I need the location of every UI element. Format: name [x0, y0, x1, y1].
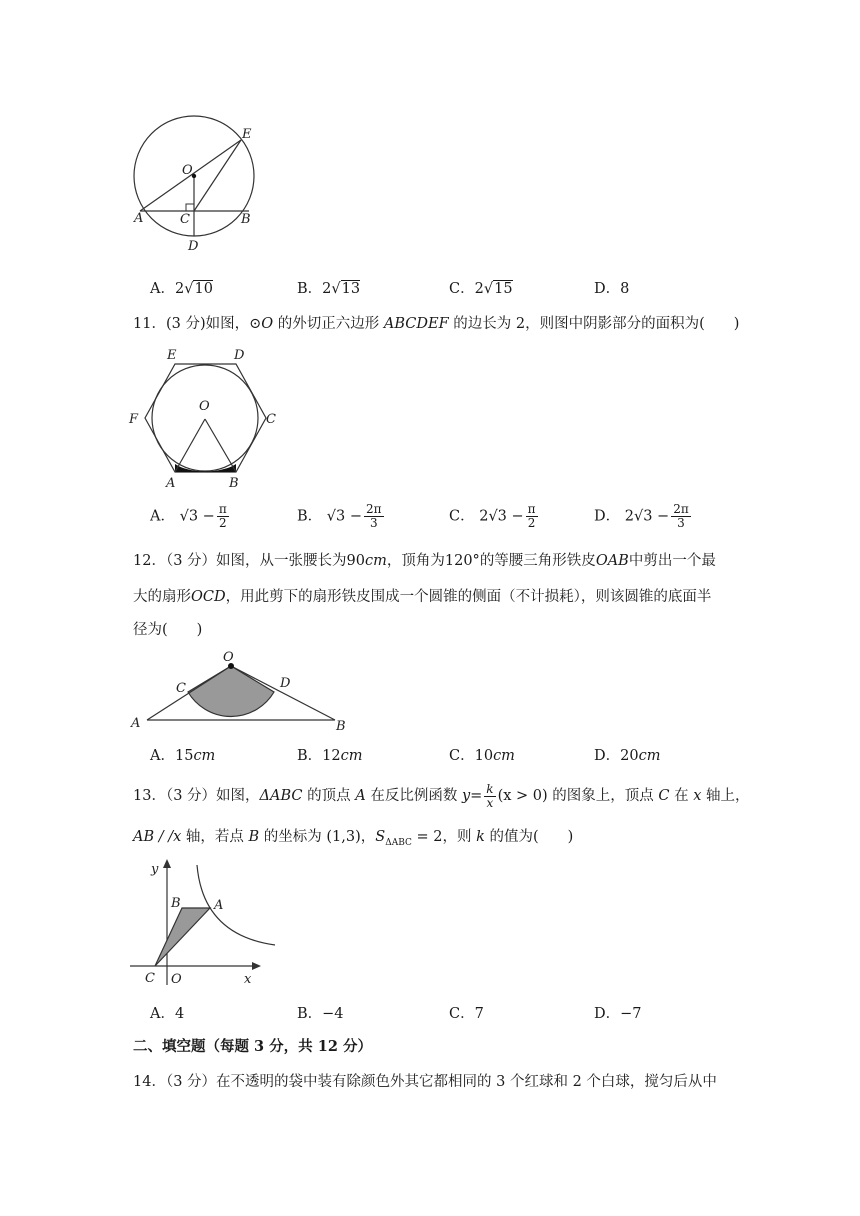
label-A: A: [166, 476, 176, 491]
q12-option-b: B．12cm: [297, 748, 363, 764]
q11-option-b: B． √3 − $\frac{2\pi}{3}$: [297, 502, 382, 530]
q10-option-b: B．2√13: [297, 281, 361, 297]
label-O: O: [199, 399, 210, 414]
label-E: E: [242, 127, 252, 142]
q12-option-a: A．15cm: [150, 748, 216, 764]
line-OB: [205, 419, 236, 472]
q13-option-c: C．7: [449, 1006, 484, 1022]
label-A: A: [131, 716, 141, 731]
q11-stem: 11．(3 分)如图，⊙O 的外切正六边形 ABCDEF 的边长为 2，则图中阴影部分的面积为( ): [133, 316, 740, 332]
label-E: E: [167, 348, 177, 363]
label-B: B: [229, 476, 239, 491]
label-A: A: [134, 211, 144, 226]
sector-OCD: [188, 666, 274, 716]
q13-option-d: D．−7: [594, 1006, 642, 1022]
label-D: D: [188, 239, 199, 254]
line-OA: [175, 419, 205, 472]
q10-option-a: A．2√10: [150, 281, 213, 297]
label-x: x: [244, 972, 252, 987]
label-C: C: [145, 971, 155, 986]
q11-hexagon-figure: [125, 345, 285, 495]
inscribed-circle: [152, 365, 258, 471]
q10-circle-figure: [120, 110, 280, 260]
label-O: O: [171, 972, 182, 987]
label-O: O: [182, 163, 193, 178]
label-D: D: [280, 676, 291, 691]
q12-stem-line3: 径为( ): [133, 622, 203, 638]
label-B: B: [171, 896, 181, 911]
q12-sector-figure: [125, 645, 355, 735]
q12-stem-line2: 大的扇形OCD，用此剪下的扇形铁皮围成一个圆锥的侧面（不计损耗），则该圆锥的底面半: [133, 589, 712, 605]
label-B: B: [336, 719, 346, 734]
right-angle-mark: [186, 204, 194, 211]
q14-stem: 14．（3 分）在不透明的袋中装有除颜色外其它都相同的 3 个红球和 2 个白球，搅匀后从中: [133, 1074, 717, 1090]
q11-option-c: C． 2√3 − $\frac{\pi}{2}$: [449, 502, 536, 530]
q13-coordinate-figure: [125, 855, 275, 990]
hexagon-ABCDEF: [145, 364, 266, 472]
section-title-fill-in: 二、填空题（每题 3 分，共 12 分）: [133, 1038, 372, 1055]
x-axis-arrow: [252, 962, 261, 970]
q12-option-d: D．20cm: [594, 748, 661, 764]
q13-option-b: B．−4: [297, 1006, 344, 1022]
q10-option-d: D．8: [594, 281, 630, 297]
label-y: y: [151, 862, 159, 877]
q12-stem-line1: 12．（3 分）如图，从一张腰长为90cm，顶角为120°的等腰三角形铁皮OAB中剪出一个最: [133, 553, 716, 569]
q10-option-c: C．2√15: [449, 281, 513, 297]
q11-option-d: D． 2√3 − $\frac{2\pi}{3}$: [594, 502, 689, 530]
q13-stem-line2: AB / /x 轴，若点 B 的坐标为 (1,3)，$S_{\Delta ABC} = 2$，则 k 的值为( ): [133, 829, 574, 848]
q12-option-c: C．10cm: [449, 748, 515, 764]
hyperbola-curve: [197, 865, 275, 945]
label-C: C: [176, 681, 186, 696]
label-B: B: [241, 212, 251, 227]
triangle-ABC: [155, 908, 210, 966]
label-A: A: [214, 898, 224, 913]
line-CE: [194, 140, 241, 211]
y-axis-arrow: [163, 859, 171, 868]
label-F: F: [129, 412, 139, 427]
label-O: O: [223, 650, 234, 665]
q13-option-a: A．4: [150, 1006, 185, 1022]
label-C: C: [266, 412, 276, 427]
q11-option-a: A． √3 − $\frac{\pi}{2}$: [150, 502, 227, 530]
q13-stem-line1: 13．（3 分）如图，ΔABC 的顶点 A 在反比例函数 y= $\frac{k}{x}$ (x > 0) 的图象上，顶点 C 在 x 轴上，: [133, 781, 750, 810]
label-D: D: [234, 348, 245, 363]
label-C: C: [180, 212, 190, 227]
